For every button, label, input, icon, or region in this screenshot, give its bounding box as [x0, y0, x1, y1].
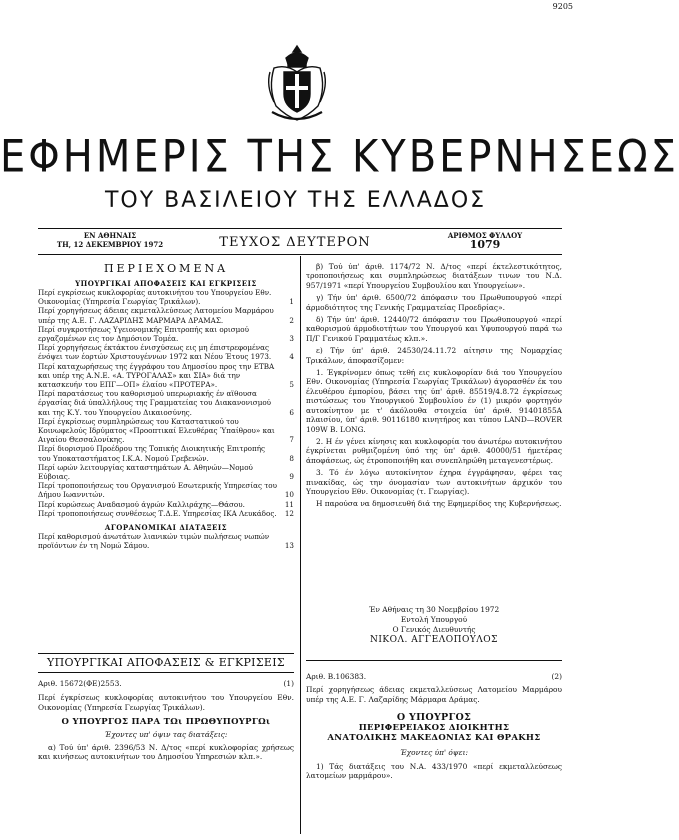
sign-role: Ο Γενικός Διευθυντής	[392, 625, 476, 634]
toc-item-page: 2	[289, 315, 294, 325]
right-article-paragraph: 2. Η έν γένει κίνησις και κυκλοφορία του άνωτέρω αυτοκινήτου έγκρίνεται ρυθμιζομένη ύπό της ύπ' άριθ. 40000/51 ήμετέρας άποφάσεως, ώς έτροποποιήθη και συνεπληρώθη μεταγενεστέρως.	[306, 436, 562, 465]
toc-item	[38, 343, 294, 361]
page-number: 9205	[552, 2, 573, 11]
masthead-title: ΕΦΗΜΕΡΙΣ ΤΗΣ ΚΥΒΕΡΝΗΣΕΩΣ	[0, 131, 679, 183]
sign-name: ΝΙΚΟΛ. ΑΓΓΕΛΟΠΟΥΛΟΣ	[369, 635, 499, 645]
right-article-paragraph: γ) Τήν ύπ' άριθ. 6500/72 άπόφασιν του Πρωθυπουργού «περί άρμοδιότητος της Γενικής Γραμματείας Προεδρίας».	[306, 293, 562, 312]
toc-item	[38, 306, 294, 324]
header-rule-top	[38, 228, 562, 229]
toc-item-page: 8	[289, 453, 294, 463]
toc-item-page: 13	[284, 541, 294, 551]
toc-item-page: 6	[289, 407, 294, 417]
toc-item-page: 11	[284, 499, 294, 509]
article2-num: (2)	[551, 672, 562, 681]
toc-item-page: 9	[289, 472, 294, 482]
toc-item	[38, 509, 294, 518]
toc-heading: ΠΕΡΙΕΧΟΜΕΝΑ	[103, 262, 229, 275]
toc-subheading-decisions: ΥΠΟΥΡΓΙΚΑΙ ΑΠΟΦΑΣΕΙΣ ΚΑΙ ΕΓΚΡΙΣΕΙΣ	[75, 279, 257, 288]
toc-item-text: Περί χορηγήσεως άδειας εκμεταλλεύσεως Λατομείου Μαρμάρου υπέρ της Α.Ε. Γ. ΛΑΖΑΡΙΔΗΣ ΜΑΡΜΑΡΑ ΔΡΑΜΑΣ.	[38, 306, 274, 325]
toc-item-text: Περί διορισμού Προέδρου της Τοπικής Διοικητικής Επιτροπής του Υποκαταστήματος Ι.Κ.Α. Νομού Γρεβενών.	[38, 444, 266, 463]
toc-item	[38, 417, 294, 445]
left-section-rule	[38, 653, 294, 654]
header-rule-bottom	[38, 254, 562, 255]
toc-item-page: 5	[289, 380, 294, 390]
issue-sheet	[410, 231, 560, 249]
right-article-paragraph: δ) Τήν ύπ' άριθ. 12440/72 άπόφασιν του Πρωθυπουργού «περί καθορισμού άρμοδιοτήτων του Υπουργού και Υφυπουργού παρά τω Π/Γ Γενικού Γραμματέως κλπ.».	[306, 315, 562, 343]
toc-item	[38, 532, 294, 550]
toc-item	[38, 481, 294, 499]
sign-date: Έν Αθήναις τη 30 Νοεμβρίου 1972	[368, 605, 500, 614]
article2-head-region: ΑΝΑΤΟΛΙΚΗΣ ΜΑΚΕΔΟΝΙΑΣ ΚΑΙ ΘΡΑΚΗΣ	[327, 733, 541, 744]
right-article-signature	[306, 605, 562, 645]
article2-refline	[306, 672, 562, 681]
issue-place-date	[40, 231, 180, 249]
toc-item-page: 7	[289, 435, 294, 445]
right-article-paragraph: ε) Τήν ύπ' άριθ. 24530/24.11.72 αίτησιν της Νομαρχίας Τρικάλων, άποφασίζομεν:	[306, 346, 562, 365]
left-article-num: (1)	[283, 679, 294, 688]
toc-item-text: Περί παρατάσεως του καθορισμού υπερωριακής έν αϊθουσα έργασίας διά ύπαλλήλους της Γραμματείας του Διακανονισμού και της Κ.Υ. του Υπουργείου Δικαιοσύνης.	[38, 389, 272, 417]
toc-item-text: Περί συγκροτήσεως Υγειονομικής Επιτροπής και ορισμού εργαζομένων εις τον Δημόσιον Τομέα.	[38, 324, 249, 344]
issue-series: ΤΕΥΧΟΣ ΔΕΥΤΕΡΟΝ	[219, 235, 371, 250]
toc-list-market	[38, 532, 294, 550]
left-article-body: α) Τού ύπ' άριθ. 2396/53 Ν. Δ/τος «περί κυκλοφορίας χρήσεως και κινήσεως αυτοκινήτων του Δημοσίου Υπηρεσιών κλπ.».	[38, 742, 294, 762]
left-article-minister: Ο ΥΠΟΥΡΓΟΣ ΠΑΡΑ ΤΩι ΠΡΩΘΥΠΟΥΡΓΩι	[61, 717, 271, 728]
left-article-refline	[38, 679, 294, 688]
royal-crest-emblem	[266, 42, 328, 124]
toc-item-page: 10	[284, 490, 294, 500]
toc-item	[38, 500, 294, 509]
toc-item	[38, 444, 294, 462]
issue-date: ΤΗ, 12 ΔΕΚΕΜΒΡΙΟΥ 1972	[56, 240, 164, 249]
left-article-rule	[38, 672, 294, 673]
toc-item-page: 12	[284, 508, 294, 518]
left-article-summary: Περί έγκρίσεως κυκλοφορίας αυτοκινήτου του Υπουργείου Εθν. Οικονομίας (Υπηρεσία Γεωργίας Τρικάλων).	[38, 693, 294, 712]
right-article-2	[306, 672, 562, 780]
table-of-contents	[38, 262, 294, 550]
article2-summary: Περί χορηγήσεως άδειας εκμεταλλεύσεως Λατομείου Μαρμάρου υπέρ της Α.Ε. Γ. Λαζαρίδης Μάρμαρα Δράμας.	[306, 685, 562, 704]
toc-item-text: Περί έγκρίσεως συμπληρώσεως του Καταστατικού του Κοινωφελούς Ιδρύματος «Προοπτικαί Ελευθέρας Ύπαίθρου» και Αιγαίου Θεσσαλονίκης.	[38, 416, 275, 445]
toc-item-text: Περί χορηγήσεως έκτάκτου ένισχύσεως εις μη έπιστρεφομένας ένόψει των έορτών Χριστουγέννων 1972 και Νέου Έτους 1973.	[38, 343, 272, 362]
article2-having: Έχοντες ύπ' όψει:	[400, 748, 468, 758]
toc-item-text: Περί εγκρίσεως κυκλοφορίας αυτοκινήτου του Υπουργείου Εθν. Οικονομίας (Υπηρεσία Γεωργίας Τρικάλων).	[38, 288, 272, 307]
toc-item-page: 3	[289, 334, 294, 344]
toc-subheading-market: ΑΓΟΡΑΝΟΜΙΚΑΙ ΔΙΑΤΑΞΕΙΣ	[104, 523, 228, 533]
toc-item-text: Περί ωρών λειτουργίας καταστημάτων Α. Αθηνών—Νομού Εύβοιας.	[38, 462, 253, 482]
sheet-label: ΑΡΙΘΜΟΣ ΦΥΛΛΟΥ	[447, 231, 523, 240]
column-divider	[300, 256, 301, 834]
toc-list-decisions	[38, 288, 294, 518]
right-article-paragraph: Η παρούσα να δημοσιευθή διά της Εφημερίδος της Κυβερνήσεως.	[316, 499, 562, 509]
toc-item	[38, 389, 294, 417]
toc-item-text: Περί καταχωρήσεως της έγγράφου του Δημοσίου προς την ΕΤΒΑ και υπέρ της Α.Ν.Ε. «Α. ΤΥΡΟΓΑΛΑΣ» και ΣΙΑ» διά την κατασκευήν του ΕΠΓ—ΟΠ» έλαίου «ΠΡΟΤΕΡΑ».	[38, 361, 275, 390]
left-article-heading: ΥΠΟΥΡΓΙΚΑΙ ΑΠΟΦΑΣΕΙΣ & ΕΓΚΡΙΣΕΙΣ	[47, 656, 285, 669]
sign-office: Εντολή Υπουργού	[400, 615, 468, 624]
article2-ref: Αριθ. Β.106383.	[306, 672, 367, 681]
toc-item-text: Περί καθορισμού άνωτάτων λιανικών τιμών πωλήσεως νωπών προϊόντων έν τη Νομώ Σάμου.	[38, 532, 270, 551]
left-article-having: Έχοντες υπ' όψιν τας διατάξεις:	[104, 730, 228, 740]
article2-head-role: ΠΕΡΙΦΕΡΕΙΑΚΟΣ ΔΙΟΙΚΗΤΗΣ	[358, 723, 510, 734]
toc-item	[38, 325, 294, 343]
toc-item-text: Περί κυρώσεως Αναδασμού άγρών Καλλιράχης—Θάσου.	[38, 499, 245, 509]
article2-body: 1) Τάς διατάξεις του Ν.Α. 433/1970 «περί εκμεταλλεύσεως λατομείων μαρμάρου».	[306, 761, 562, 781]
right-article-body	[306, 262, 562, 512]
left-article	[38, 656, 294, 761]
right-article-paragraph: 1. Έγκρίνομεν όπως τεθή εις κυκλοφορίαν διά του Υπουργείου Εθν. Οικονομίας (Υπηρεσία Γεωργίας Τρικάλων) άγορασθέν έκ του έλευθέρου έμπορίου, βάσει της ύπ' άριθ. 85519/4.8.72 έγκρίσεως πιστώσεως του Υπουργικού Συμβουλίου έν (1) μικρόν φορτηγόν αυτοκίνητον με τ' άκόλουθα στοιχεία ύπ' άριθ. 91401855Α πλαισίου, ύπ' άριθ. 90116180 κινητήρος και τύπου LAND—ROVER 109W B. LONG.	[306, 368, 562, 434]
toc-item-text: Περί τροποποιήσεως του Οργανισμού Εσωτερικής Υπηρεσίας του Δήμου Ιωαννιτών.	[38, 481, 277, 500]
sheet-number: 1079	[469, 238, 501, 251]
toc-item	[38, 362, 294, 390]
right-article-paragraph: 3. Τό έν λόγω αυτοκίνητον έχηρα έγγράφησαν, φέρει τας πινακίδας, ώς την όνομασίαν των αυτοκινήτων άρχικόν του Υπουργείου Εθν. Οικονομίας (τ. Γεωργίας).	[306, 468, 562, 496]
toc-item	[38, 463, 294, 481]
article2-head-minister: Ο ΥΠΟΥΡΓΟΣ	[396, 712, 472, 724]
left-article-ref: Αριθ. 15672(ΦΕ)2553.	[38, 679, 122, 688]
right-section-rule	[306, 660, 562, 661]
issue-place: ΕΝ ΑΘΗΝΑΙΣ	[83, 231, 137, 240]
toc-item-text: Περί τροποποιήσεως συνθέσεως Τ.Δ.Ε. Υπηρεσίας ΙΚΑ Λευκάδος.	[38, 508, 277, 518]
toc-item-page: 1	[289, 297, 294, 307]
masthead-subtitle: ΤΟΥ ΒΑΣΙΛΕΙΟΥ ΤΗΣ ΕΛΛΑΔΟΣ	[104, 188, 487, 213]
right-article-paragraph: β) Τού ύπ' άριθ. 1174/72 Ν. Δ/τος «περί έκτελεστικότητος, τροποποιήσεως και συμπληρώσεως διατάξεων τινων του Ν.Δ. 957/1971 «περί Υπουργείου Συμβουλίου και Υπουργείων».	[306, 262, 562, 290]
toc-item-page: 4	[289, 352, 294, 362]
toc-item	[38, 288, 294, 306]
